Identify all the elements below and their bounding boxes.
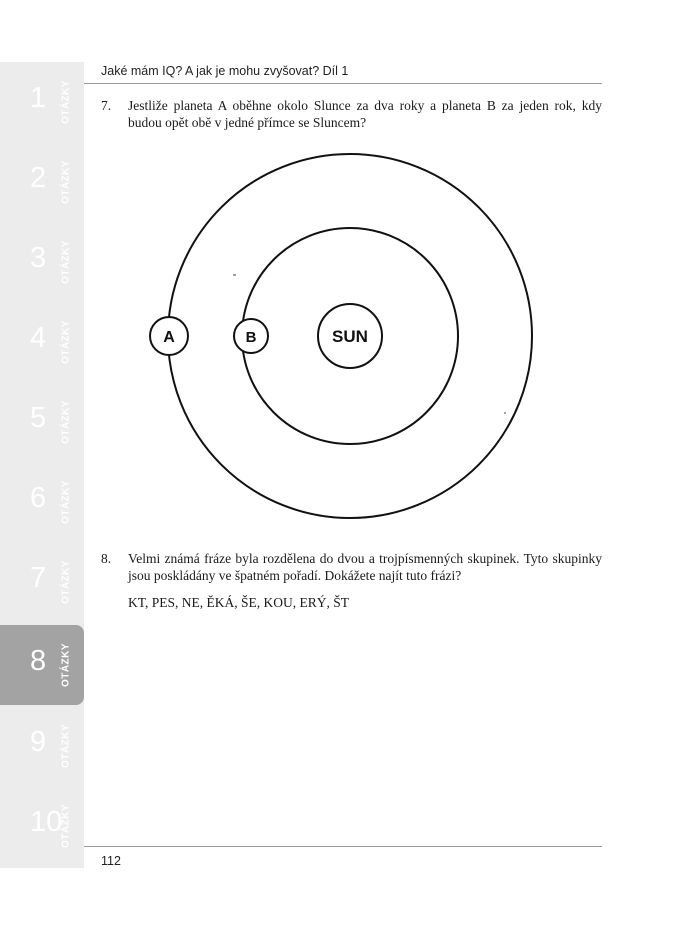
- chapter-tab-label: OTÁZKY: [60, 79, 72, 125]
- chapter-tab-1[interactable]: [0, 62, 84, 142]
- chapter-tab-label: OTÁZKY: [60, 803, 72, 849]
- chapter-tab-label: OTÁZKY: [60, 159, 72, 205]
- question-text: Jestliže planeta A oběhne okolo Slunce za dva roky a planeta B za jeden rok, kdy budou opět obě v jedné přímce se Sluncem?: [128, 98, 602, 130]
- footer-divider: [84, 846, 602, 847]
- question-7: [101, 97, 602, 131]
- chapter-tab-label: OTÁZKY: [60, 319, 72, 365]
- planet-b-label: B: [245, 329, 257, 346]
- chapter-tab-label: OTÁZKY: [60, 239, 72, 285]
- chapter-tab-9[interactable]: [0, 706, 84, 786]
- chapter-tab-2[interactable]: [0, 142, 84, 222]
- chapter-tab-number: 2: [30, 162, 47, 194]
- chapter-tab-number: 5: [30, 402, 47, 434]
- question-number: 7.: [101, 98, 112, 113]
- chapter-tab-label: OTÁZKY: [60, 642, 72, 688]
- chapter-tab-number: 10: [30, 806, 63, 838]
- planet-a-label: A: [163, 329, 175, 346]
- chapter-tab-3[interactable]: [0, 222, 84, 302]
- chapter-tab-4[interactable]: [0, 302, 84, 382]
- chapter-tab-label: OTÁZKY: [60, 399, 72, 445]
- chapter-tab-number: 4: [30, 322, 47, 354]
- running-header: Jaké mám IQ? A jak je mohu zvyšovat? Díl 1: [101, 64, 349, 78]
- chapter-tab-7[interactable]: [0, 542, 84, 622]
- page-number: 112: [101, 854, 121, 868]
- orbit-diagram: [140, 148, 540, 524]
- chapter-sidebar: [0, 62, 84, 868]
- chapter-tab-label: OTÁZKY: [60, 479, 72, 525]
- chapter-tab-6[interactable]: [0, 462, 84, 542]
- chapter-tab-5[interactable]: [0, 382, 84, 462]
- header-divider: [84, 83, 602, 84]
- chapter-tab-number: 8: [30, 645, 47, 677]
- question-text: Velmi známá fráze byla rozdělena do dvou a trojpísmenných skupinek. Tyto skupinky jsou poskládány ve špatném pořadí. Dokážete najít tuto frázi?: [128, 551, 602, 583]
- chapter-tab-8[interactable]: [0, 625, 84, 705]
- chapter-tab-number: 7: [30, 562, 47, 594]
- chapter-tab-number: 9: [30, 726, 47, 758]
- question-number: 8.: [101, 551, 112, 566]
- sun-label: SUN: [332, 327, 368, 346]
- chapter-tab-number: 1: [30, 82, 47, 114]
- chapter-tab-number: 6: [30, 482, 47, 514]
- letter-groups: KT, PES, NE, ĚKÁ, ŠE, KOU, ERÝ, ŠT: [128, 595, 350, 610]
- chapter-tab-number: 3: [30, 242, 47, 274]
- chapter-tab-label: OTÁZKY: [60, 723, 72, 769]
- chapter-tab-label: OTÁZKY: [60, 559, 72, 605]
- question-8: [101, 550, 602, 584]
- chapter-tab-10[interactable]: [0, 786, 84, 866]
